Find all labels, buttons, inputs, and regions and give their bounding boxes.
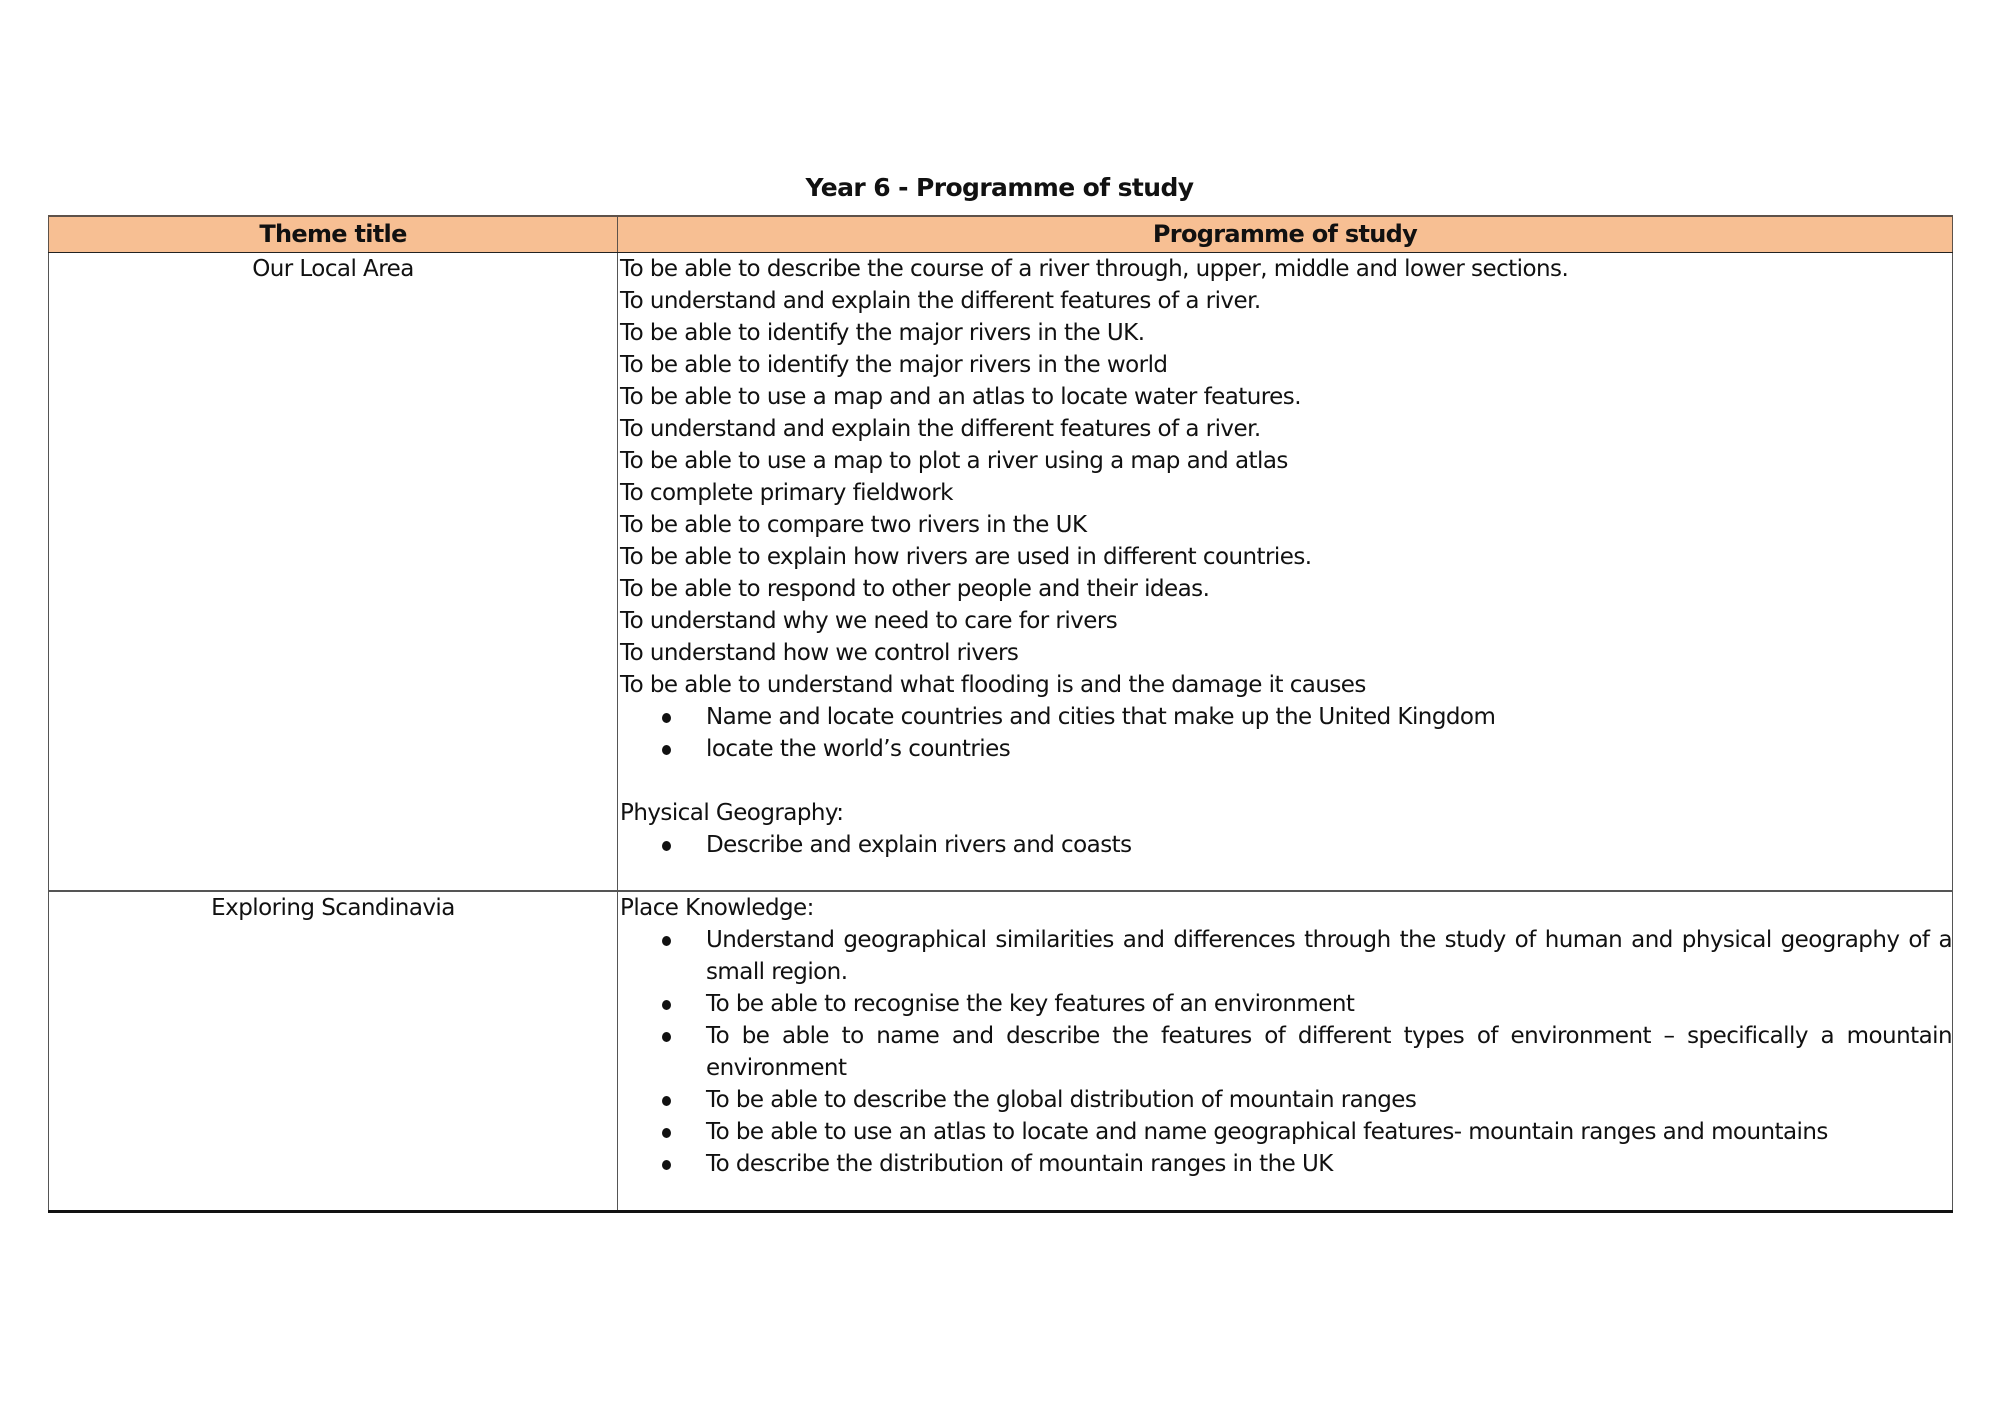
bullet-icon bbox=[662, 1096, 671, 1106]
table-row bbox=[49, 891, 1953, 1212]
objective-line: To be able to respond to other people and their ideas. bbox=[620, 576, 1210, 602]
bullet-text: Understand geographical similarities and differences through the study of human and physical geography of a small region. bbox=[706, 927, 1952, 985]
theme-title: Exploring Scandinavia bbox=[211, 895, 455, 921]
bullet-text: To be able to name and describe the features of different types of environment – specifically a mountain environment bbox=[706, 1023, 1952, 1081]
bullet-icon bbox=[662, 713, 671, 723]
bullet-item bbox=[620, 733, 1952, 765]
objective-line: To complete primary fieldwork bbox=[620, 480, 953, 506]
bullet-icon bbox=[662, 936, 671, 946]
objective-line: To understand how we control rivers bbox=[620, 640, 1019, 666]
objective-line: To be able to explain how rivers are used in different countries. bbox=[620, 544, 1312, 570]
objective-line: To understand why we need to care for rivers bbox=[620, 608, 1118, 634]
bullet-item bbox=[620, 701, 1952, 733]
table-header-row bbox=[49, 216, 1953, 253]
bullet-text: To be able to use an atlas to locate and name geographical features- mountain ranges and mountains bbox=[706, 1119, 1828, 1145]
document-title: Year 6 - Programme of study bbox=[805, 173, 1194, 202]
objective-line: To be able to identify the major rivers in the world bbox=[620, 352, 1168, 378]
section-subheading: Place Knowledge: bbox=[620, 895, 814, 921]
bullet-text: To be able to describe the global distribution of mountain ranges bbox=[706, 1087, 1417, 1113]
bullet-icon bbox=[662, 1128, 671, 1138]
section-subheading: Physical Geography: bbox=[620, 800, 844, 826]
bullet-item bbox=[620, 829, 1952, 861]
objective-line: To be able to use a map to plot a river using a map and atlas bbox=[620, 448, 1288, 474]
bullet-text: To be able to recognise the key features of an environment bbox=[706, 991, 1355, 1017]
objective-line: To be able to compare two rivers in the UK bbox=[620, 512, 1087, 538]
bullet-item bbox=[620, 924, 1952, 988]
objective-line: To understand and explain the different features of a river. bbox=[620, 288, 1261, 314]
bullet-list bbox=[620, 829, 1952, 861]
objective-line: To be able to understand what flooding is and the damage it causes bbox=[620, 672, 1366, 698]
objective-line: To be able to use a map and an atlas to locate water features. bbox=[620, 384, 1301, 410]
bullet-list bbox=[620, 924, 1952, 1180]
programme-cell bbox=[618, 891, 1953, 1212]
header-theme-title: Theme title bbox=[49, 216, 618, 253]
bullet-text: Name and locate countries and cities that make up the United Kingdom bbox=[706, 704, 1496, 730]
bullet-text: To describe the distribution of mountain ranges in the UK bbox=[706, 1151, 1333, 1177]
bullet-text: locate the world’s countries bbox=[706, 736, 1011, 762]
bullet-item bbox=[620, 1020, 1952, 1084]
bullet-item bbox=[620, 1084, 1952, 1116]
bullet-icon bbox=[662, 1000, 671, 1010]
theme-cell bbox=[49, 253, 618, 892]
theme-title: Our Local Area bbox=[252, 256, 414, 282]
bullet-list bbox=[620, 701, 1952, 765]
bullet-text: Describe and explain rivers and coasts bbox=[706, 832, 1132, 858]
bullet-item bbox=[620, 1148, 1952, 1180]
objective-line: To be able to identify the major rivers in the UK. bbox=[620, 320, 1145, 346]
theme-cell bbox=[49, 891, 618, 1212]
programme-of-study-table bbox=[48, 215, 1953, 1213]
bullet-icon bbox=[662, 1160, 671, 1170]
bullet-icon bbox=[662, 1032, 671, 1042]
bullet-item bbox=[620, 988, 1952, 1020]
table-row bbox=[49, 253, 1953, 892]
objective-line: To understand and explain the different features of a river. bbox=[620, 416, 1261, 442]
bullet-icon bbox=[662, 841, 671, 851]
bullet-icon bbox=[662, 745, 671, 755]
header-programme-of-study: Programme of study bbox=[618, 216, 1953, 253]
bullet-item bbox=[620, 1116, 1952, 1148]
objective-line: To be able to describe the course of a river through, upper, middle and lower sections. bbox=[620, 256, 1569, 282]
programme-cell bbox=[618, 253, 1953, 892]
spacer bbox=[620, 765, 1952, 797]
